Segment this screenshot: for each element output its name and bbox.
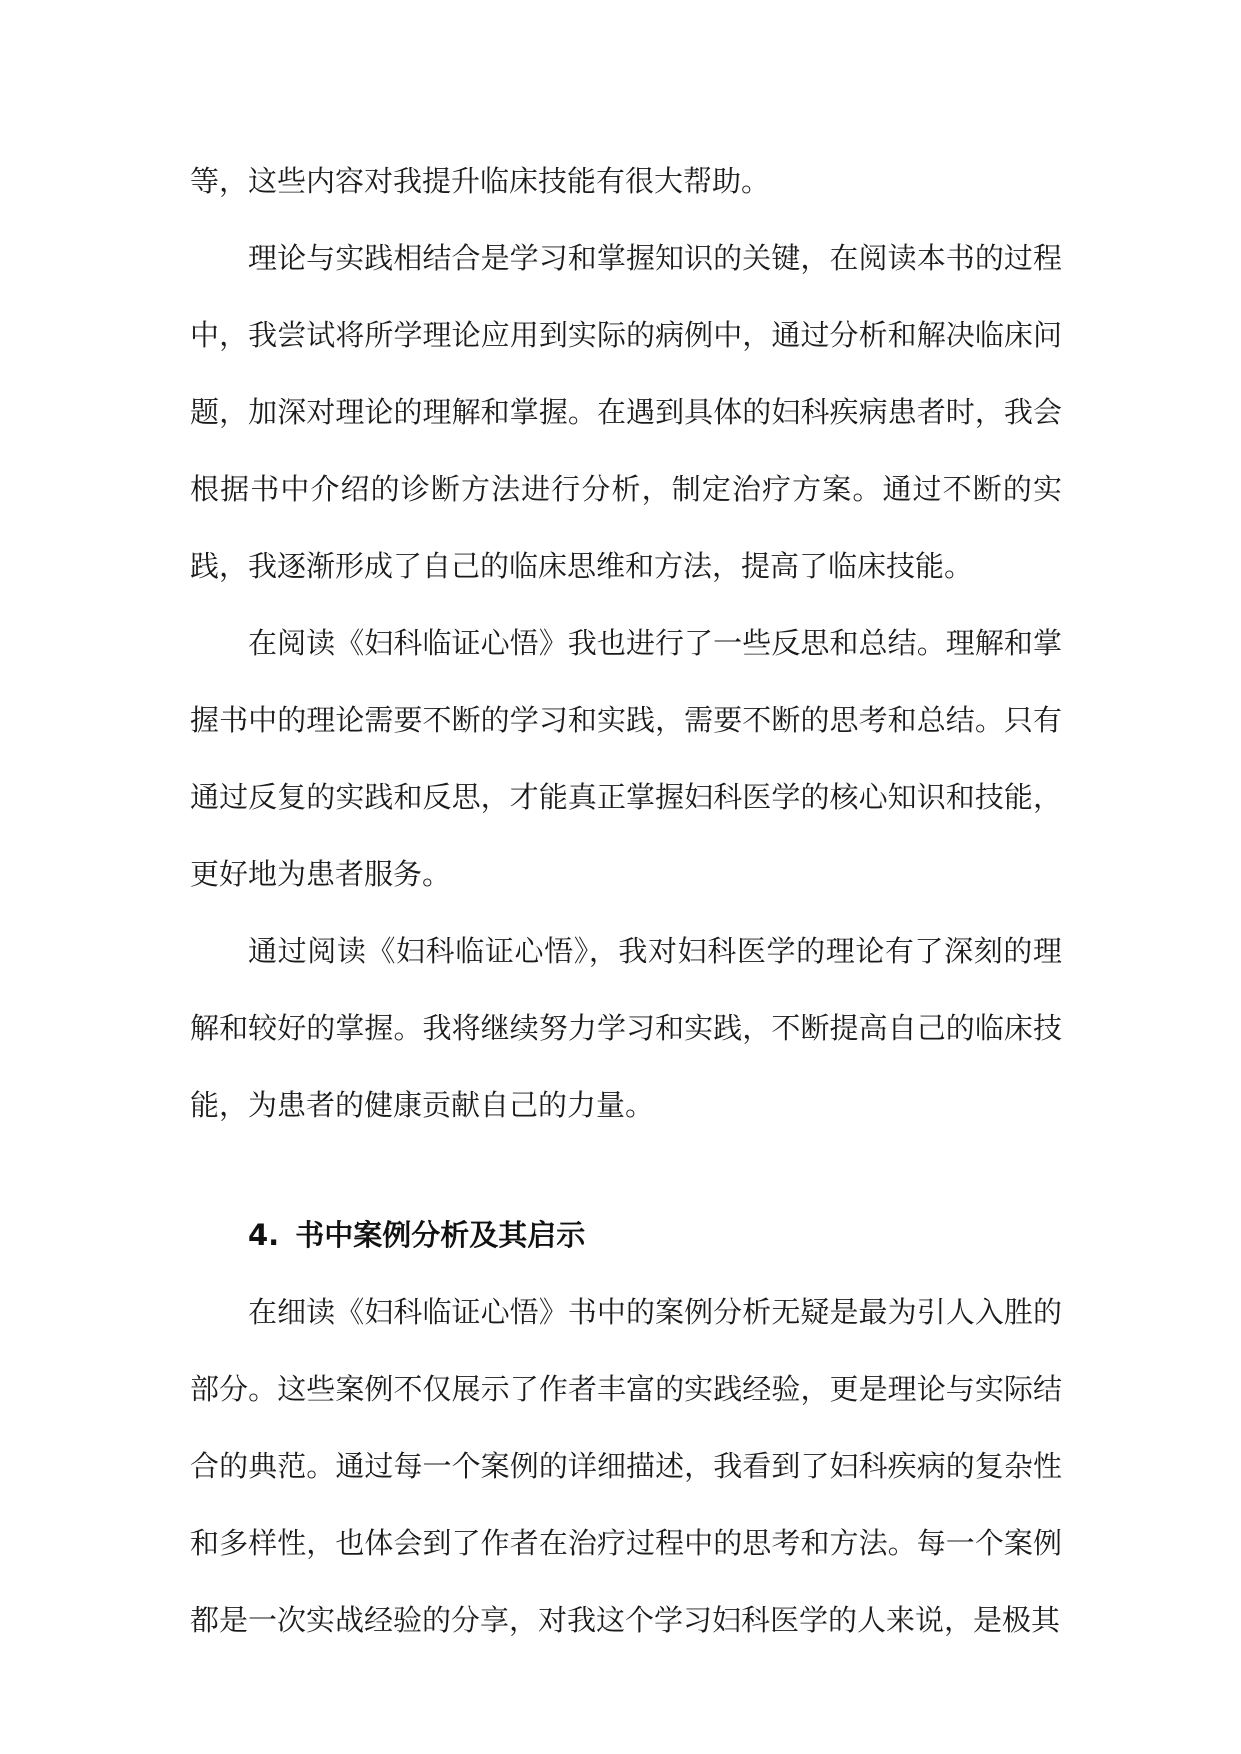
paragraph-reflection: 在阅读《妇科临证心悟》我也进行了一些反思和总结。理解和掌握书中的理论需要不断的学习和实践，需要不断的思考和总结。只有通过反复的实践和反思，才能真正掌握妇科医学的核心知识和技能，更好地为患者服务。 bbox=[190, 626, 1062, 891]
section-title: 书中案例分析及其启示 bbox=[295, 1218, 586, 1252]
section-heading bbox=[248, 1197, 1062, 1274]
paragraph-case-analysis: 在细读《妇科临证心悟》书中的案例分析无疑是最为引人入胜的部分。这些案例不仅展示了作者丰富的实践经验，更是理论与实际结合的典范。通过每一个案例的详细描述，我看到了妇科疾病的复杂性和多样性，也体会到了作者在治疗过程中的思考和方法。每一个案例都是一次实战经验的分享，对我这个学习妇科医学的人来说，是极其 bbox=[190, 1295, 1062, 1637]
paragraph-theory-practice: 理论与实践相结合是学习和掌握知识的关键，在阅读本书的过程中，我尝试将所学理论应用到实际的病例中，通过分析和解决临床问题，加深对理论的理解和掌握。在遇到具体的妇科疾病患者时，我会根据书中介绍的诊断方法进行分析，制定治疗方案。通过不断的实践，我逐渐形成了自己的临床思维和方法，提高了临床技能。 bbox=[190, 241, 1062, 583]
document-body bbox=[190, 143, 1062, 1659]
paragraph-continuation: 等，这些内容对我提升临床技能有很大帮助。 bbox=[190, 164, 771, 198]
section-number: 4. bbox=[248, 1218, 280, 1252]
paragraph-conclusion: 通过阅读《妇科临证心悟》，我对妇科医学的理论有了深刻的理解和较好的掌握。我将继续努力学习和实践，不断提高自己的临床技能，为患者的健康贡献自己的力量。 bbox=[190, 934, 1062, 1122]
